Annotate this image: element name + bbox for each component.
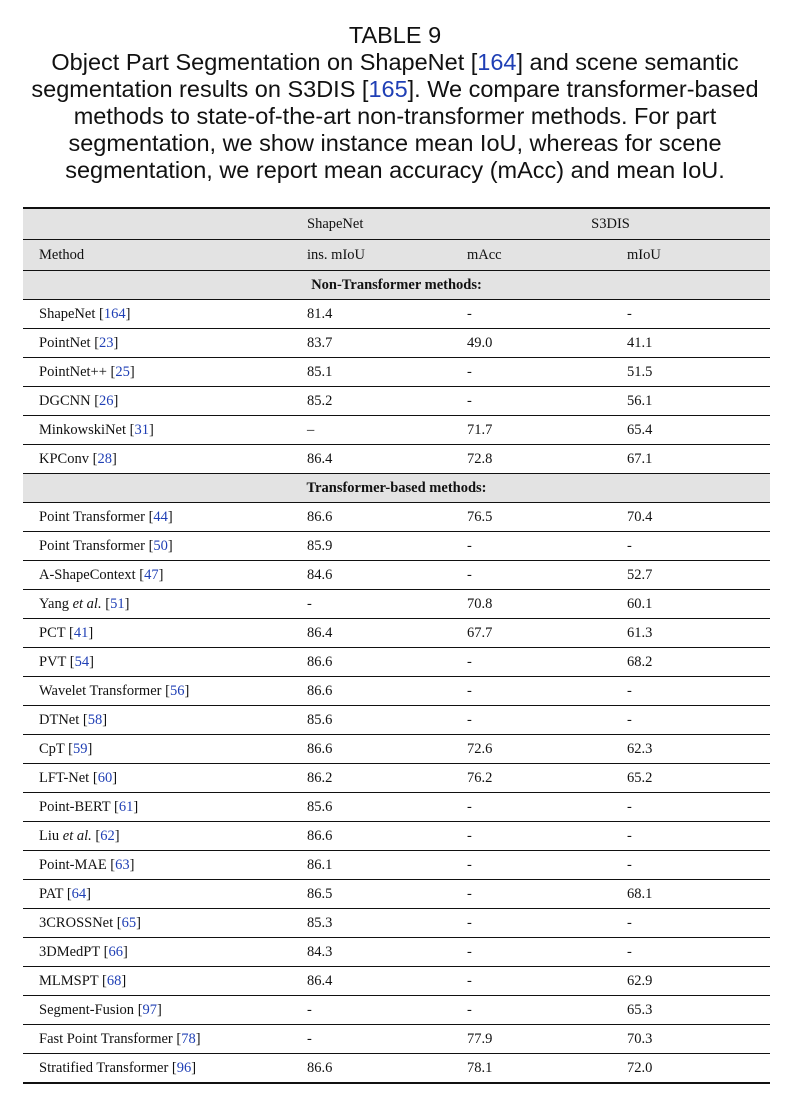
table-row	[23, 648, 770, 677]
macc-cell: -	[451, 532, 611, 561]
method-name: Stratified Transformer	[39, 1059, 169, 1076]
method-cell: Point-MAE [63]	[23, 851, 291, 880]
citation-link[interactable]: 63	[115, 856, 130, 873]
table-row	[23, 300, 770, 329]
miou-cell: -	[611, 677, 770, 706]
macc-cell: -	[451, 677, 611, 706]
miou-cell: 62.9	[611, 967, 770, 996]
method-name: DGCNN	[39, 392, 91, 409]
miou-cell: 41.1	[611, 329, 770, 358]
results-table	[23, 207, 770, 1084]
method-name: MinkowskiNet	[39, 421, 126, 438]
macc-cell: -	[451, 561, 611, 590]
macc-cell: -	[451, 387, 611, 416]
method-name: Segment-Fusion	[39, 1001, 135, 1018]
method-name: LFT-Net	[39, 769, 90, 786]
method-cell: Yang et al. [51]	[23, 590, 291, 619]
macc-cell: -	[451, 851, 611, 880]
miou-cell: -	[611, 909, 770, 938]
citation-link[interactable]: 23	[99, 334, 114, 351]
ins-miou-cell: 86.6	[291, 822, 451, 851]
miou-cell: 60.1	[611, 590, 770, 619]
ins-miou-cell: 86.6	[291, 1054, 451, 1084]
method-name: MLMSPT	[39, 972, 99, 989]
header-ins-miou: ins. mIoU	[291, 240, 451, 271]
ins-miou-cell: 84.3	[291, 938, 451, 967]
macc-cell: 77.9	[451, 1025, 611, 1054]
ins-miou-cell: 81.4	[291, 300, 451, 329]
miou-cell: 65.3	[611, 996, 770, 1025]
citation-link[interactable]: 44	[153, 508, 168, 525]
header-method: Method	[23, 240, 291, 271]
method-cell: Point-BERT [61]	[23, 793, 291, 822]
miou-cell: 70.4	[611, 503, 770, 532]
method-name: Wavelet Transformer	[39, 682, 162, 699]
table-row	[23, 387, 770, 416]
method-et-al: et al.	[72, 595, 102, 612]
ins-miou-cell: 86.1	[291, 851, 451, 880]
macc-cell: -	[451, 822, 611, 851]
section-label: Non-Transformer methods:	[23, 271, 770, 300]
macc-cell: 78.1	[451, 1054, 611, 1084]
miou-cell: 68.2	[611, 648, 770, 677]
method-name: PointNet++	[39, 363, 107, 380]
ins-miou-cell: -	[291, 996, 451, 1025]
macc-cell: -	[451, 880, 611, 909]
method-cell: PAT [64]	[23, 880, 291, 909]
method-name: A-ShapeContext	[39, 566, 136, 583]
ins-miou-cell: 85.9	[291, 532, 451, 561]
ins-miou-cell: 85.1	[291, 358, 451, 387]
citation-link[interactable]: 65	[121, 914, 137, 931]
macc-cell: -	[451, 967, 611, 996]
table-row	[23, 416, 770, 445]
method-cell: MLMSPT [68]	[23, 967, 291, 996]
miou-cell: -	[611, 851, 770, 880]
citation-link[interactable]: 164	[477, 49, 517, 75]
method-name: Liu	[39, 827, 60, 844]
citation-link[interactable]: 60	[97, 769, 113, 786]
miou-cell: 70.3	[611, 1025, 770, 1054]
section-transformer	[23, 474, 770, 503]
ins-miou-cell: 86.4	[291, 445, 451, 474]
results-table-container	[23, 207, 770, 1084]
ins-miou-cell: 85.2	[291, 387, 451, 416]
table-row	[23, 677, 770, 706]
method-cell: Wavelet Transformer [56]	[23, 677, 291, 706]
method-cell: 3CROSSNet [65]	[23, 909, 291, 938]
table-row	[23, 822, 770, 851]
table-row	[23, 590, 770, 619]
method-cell: KPConv [28]	[23, 445, 291, 474]
header-column-row	[23, 240, 770, 271]
ins-miou-cell: 86.6	[291, 735, 451, 764]
method-cell: MinkowskiNet [31]	[23, 416, 291, 445]
method-cell: PointNet [23]	[23, 329, 291, 358]
method-name: Point Transformer	[39, 537, 145, 554]
miou-cell: -	[611, 300, 770, 329]
method-name: 3DMedPT	[39, 943, 100, 960]
table-row	[23, 358, 770, 387]
citation-link[interactable]: 28	[97, 450, 112, 467]
table-row	[23, 1025, 770, 1054]
table-row	[23, 445, 770, 474]
method-name: KPConv	[39, 450, 89, 467]
method-cell: Point Transformer [44]	[23, 503, 291, 532]
citation-link[interactable]: 56	[169, 682, 185, 699]
table-row	[23, 996, 770, 1025]
macc-cell: 76.2	[451, 764, 611, 793]
macc-cell: 67.7	[451, 619, 611, 648]
ins-miou-cell: 86.6	[291, 677, 451, 706]
table-row	[23, 503, 770, 532]
method-name: DTNet	[39, 711, 80, 728]
ins-miou-cell: 86.5	[291, 880, 451, 909]
table-row	[23, 561, 770, 590]
citation-link[interactable]: 96	[176, 1059, 192, 1076]
method-name: Fast Point Transformer	[39, 1030, 173, 1047]
method-cell: DTNet [58]	[23, 706, 291, 735]
macc-cell: -	[451, 793, 611, 822]
method-cell: Liu et al. [62]	[23, 822, 291, 851]
macc-cell: 71.7	[451, 416, 611, 445]
section-label: Transformer-based methods:	[23, 474, 770, 503]
method-cell: CpT [59]	[23, 735, 291, 764]
header-miou: mIoU	[611, 240, 770, 271]
citation-link[interactable]: 97	[142, 1001, 158, 1018]
miou-cell: 65.2	[611, 764, 770, 793]
miou-cell: -	[611, 822, 770, 851]
macc-cell: -	[451, 938, 611, 967]
method-cell: Point Transformer [50]	[23, 532, 291, 561]
section-non-transformer	[23, 271, 770, 300]
header-group-row	[23, 208, 770, 240]
method-name: Point-BERT	[39, 798, 111, 815]
method-name: PVT	[39, 653, 67, 670]
method-cell: Segment-Fusion [97]	[23, 996, 291, 1025]
citation-link[interactable]: 164	[103, 305, 126, 322]
table-row	[23, 967, 770, 996]
miou-cell: 61.3	[611, 619, 770, 648]
citation-link[interactable]: 59	[73, 740, 88, 757]
citation-link[interactable]: 165	[368, 76, 408, 102]
table-row	[23, 909, 770, 938]
miou-cell: 51.5	[611, 358, 770, 387]
ins-miou-cell: 83.7	[291, 329, 451, 358]
table-row	[23, 880, 770, 909]
ins-miou-cell: 85.3	[291, 909, 451, 938]
citation-link[interactable]: 58	[87, 711, 103, 728]
macc-cell: 72.6	[451, 735, 611, 764]
miou-cell: 72.0	[611, 1054, 770, 1084]
macc-cell: -	[451, 358, 611, 387]
miou-cell: -	[611, 706, 770, 735]
method-name: PAT	[39, 885, 64, 902]
method-name: Yang	[39, 595, 69, 612]
citation-link[interactable]: 62	[100, 827, 115, 844]
table-caption	[14, 22, 776, 184]
method-cell: PVT [54]	[23, 648, 291, 677]
table-row	[23, 619, 770, 648]
miou-cell: -	[611, 532, 770, 561]
table-row	[23, 793, 770, 822]
macc-cell: 70.8	[451, 590, 611, 619]
table-row	[23, 851, 770, 880]
citation-link[interactable]: 68	[106, 972, 122, 989]
citation-link[interactable]: 41	[73, 624, 89, 641]
citation-link[interactable]: 47	[144, 566, 159, 583]
citation-link[interactable]: 31	[134, 421, 149, 438]
method-cell: Fast Point Transformer [78]	[23, 1025, 291, 1054]
citation-link[interactable]: 66	[108, 943, 123, 960]
method-cell: Stratified Transformer [96]	[23, 1054, 291, 1084]
citation-link[interactable]: 51	[110, 595, 125, 612]
citation-link[interactable]: 26	[99, 392, 114, 409]
ins-miou-cell: 85.6	[291, 706, 451, 735]
method-cell: ShapeNet [164]	[23, 300, 291, 329]
ins-miou-cell: 86.6	[291, 648, 451, 677]
miou-cell: 52.7	[611, 561, 770, 590]
method-cell: DGCNN [26]	[23, 387, 291, 416]
ins-miou-cell: –	[291, 416, 451, 445]
miou-cell: 56.1	[611, 387, 770, 416]
method-name: ShapeNet	[39, 305, 96, 322]
header-s3dis: S3DIS	[451, 208, 770, 240]
ins-miou-cell: -	[291, 1025, 451, 1054]
header-macc: mAcc	[451, 240, 611, 271]
citation-link[interactable]: 54	[74, 653, 90, 670]
ins-miou-cell: 86.2	[291, 764, 451, 793]
miou-cell: 62.3	[611, 735, 770, 764]
header-empty	[23, 208, 291, 240]
table-row	[23, 735, 770, 764]
table-row	[23, 532, 770, 561]
ins-miou-cell: 84.6	[291, 561, 451, 590]
table-row	[23, 706, 770, 735]
method-name: PointNet	[39, 334, 91, 351]
citation-link[interactable]: 61	[118, 798, 134, 815]
citation-link[interactable]: 50	[153, 537, 168, 554]
method-cell: PCT [41]	[23, 619, 291, 648]
table-row	[23, 329, 770, 358]
method-cell: A-ShapeContext [47]	[23, 561, 291, 590]
ins-miou-cell: 86.6	[291, 503, 451, 532]
ins-miou-cell: -	[291, 590, 451, 619]
macc-cell: -	[451, 996, 611, 1025]
method-name: Point-MAE	[39, 856, 107, 873]
table-row	[23, 938, 770, 967]
macc-cell: 76.5	[451, 503, 611, 532]
miou-cell: 67.1	[611, 445, 770, 474]
method-et-al: et al.	[62, 827, 92, 844]
method-name: Point Transformer	[39, 508, 145, 525]
macc-cell: 49.0	[451, 329, 611, 358]
method-cell: LFT-Net [60]	[23, 764, 291, 793]
macc-cell: 72.8	[451, 445, 611, 474]
citation-link[interactable]: 64	[71, 885, 87, 902]
caption-text: Object Part Segmentation on ShapeNet [164] and scene semantic segmentation results on S3DIS [165]. We compare transformer-based methods to state-of-the-art non-transformer methods. For part segmentation, we show instance mean IoU, whereas for scene segmentation, we report mean accuracy (mAcc) and mean IoU.	[31, 49, 759, 183]
miou-cell: 65.4	[611, 416, 770, 445]
miou-cell: -	[611, 793, 770, 822]
citation-link[interactable]: 78	[181, 1030, 196, 1047]
method-name: PCT	[39, 624, 66, 641]
macc-cell: -	[451, 909, 611, 938]
method-cell: PointNet++ [25]	[23, 358, 291, 387]
table-row	[23, 764, 770, 793]
method-cell: 3DMedPT [66]	[23, 938, 291, 967]
macc-cell: -	[451, 648, 611, 677]
macc-cell: -	[451, 706, 611, 735]
header-shapenet: ShapeNet	[291, 208, 451, 240]
macc-cell: -	[451, 300, 611, 329]
ins-miou-cell: 85.6	[291, 793, 451, 822]
table-label: TABLE 9	[348, 22, 442, 48]
ins-miou-cell: 86.4	[291, 967, 451, 996]
method-name: CpT	[39, 740, 65, 757]
method-name: 3CROSSNet	[39, 914, 114, 931]
table-row	[23, 1054, 770, 1084]
citation-link[interactable]: 25	[115, 363, 130, 380]
miou-cell: -	[611, 938, 770, 967]
miou-cell: 68.1	[611, 880, 770, 909]
ins-miou-cell: 86.4	[291, 619, 451, 648]
